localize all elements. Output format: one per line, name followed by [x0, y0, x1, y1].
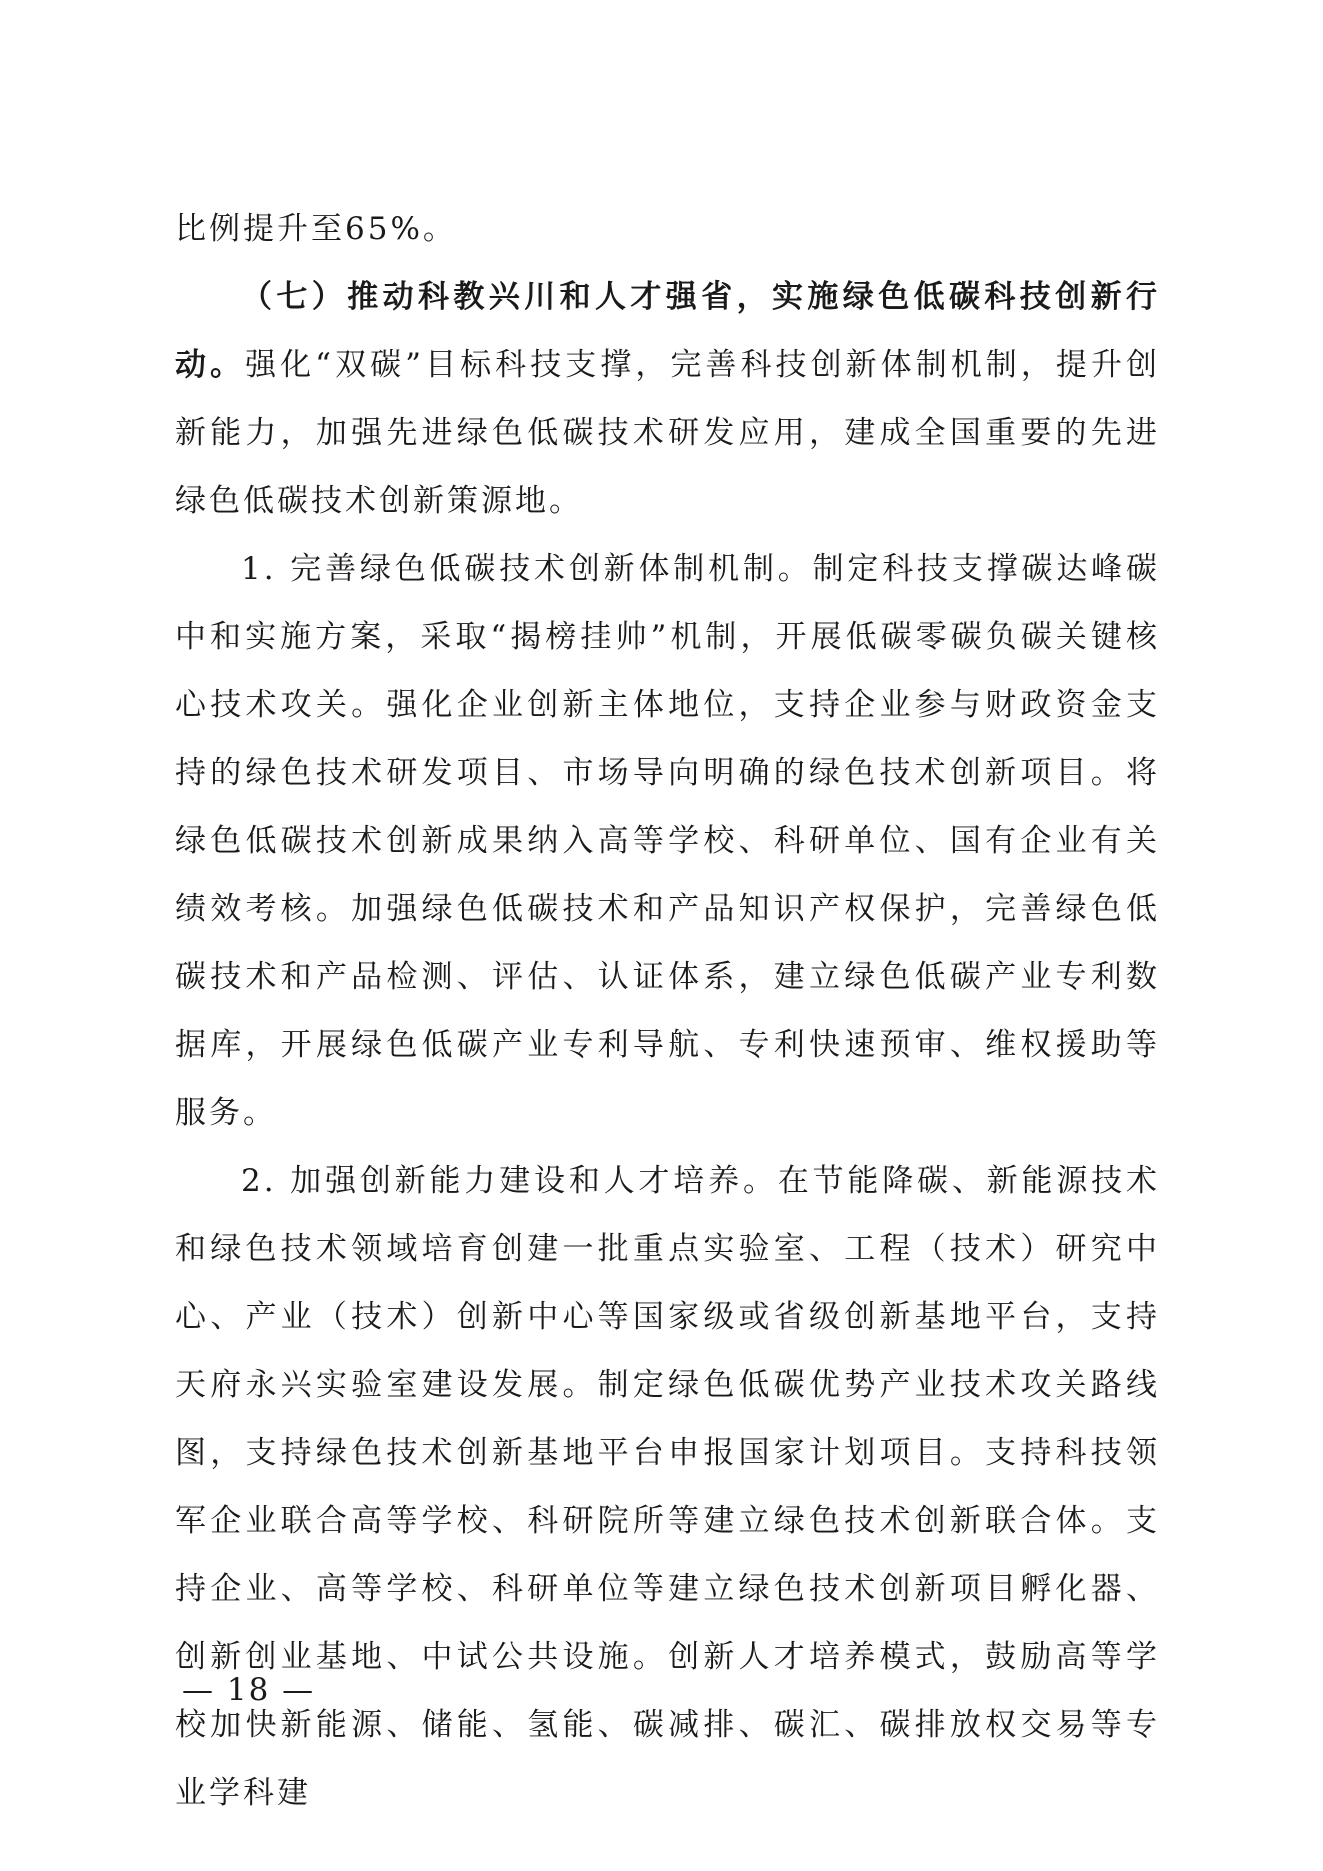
page-number: — 18 —	[182, 1672, 316, 1708]
body-text	[175, 195, 1160, 1827]
paragraph-section-7	[175, 263, 1160, 535]
paragraph-item-1	[175, 535, 1160, 1147]
paragraph-item-2	[175, 1147, 1160, 1827]
paragraph-text: 1. 完善绿色低碳技术创新体制机制。制定科技支撑碳达峰碳中和实施方案，采取“揭榜挂帅”机制，开展低碳零碳负碳关键核心技术攻关。强化企业创新主体地位，支持企业参与财政资金支持的绿色技术研发项目、市场导向明确的绿色技术创新项目。将绿色低碳技术创新成果纳入高等学校、科研单位、国有企业有关绩效考核。加强绿色低碳技术和产品知识产权保护，完善绿色低碳技术和产品检测、评估、认证体系，建立绿色低碳产业专利数据库，开展绿色低碳产业专利导航、专利快速预审、维权援助等服务。	[175, 551, 1160, 1131]
paragraph-text: 强化“双碳”目标科技支撑，完善科技创新体制机制，提升创新能力，加强先进绿色低碳技术研发应用，建成全国重要的先进绿色低碳技术创新策源地。	[175, 347, 1160, 519]
paragraph-continuation	[175, 195, 1160, 263]
paragraph-text: 2. 加强创新能力建设和人才培养。在节能降碳、新能源技术和绿色技术领域培育创建一批重点实验室、工程（技术）研究中心、产业（技术）创新中心等国家级或省级创新基地平台，支持天府永兴实验室建设发展。制定绿色低碳优势产业技术攻关路线图，支持绿色技术创新基地平台申报国家计划项目。支持科技领军企业联合高等学校、科研院所等建立绿色技术创新联合体。支持企业、高等学校、科研单位等建立绿色技术创新项目孵化器、创新创业基地、中试公共设施。创新人才培养模式，鼓励高等学校加快新能源、储能、氢能、碳减排、碳汇、碳排放权交易等专业学科建	[175, 1163, 1160, 1811]
section-heading: （七）推动科教兴川和人才强省，实施绿色低碳科技创新行动。	[175, 279, 1160, 383]
paragraph-text: 比例提升至65%。	[175, 211, 457, 247]
